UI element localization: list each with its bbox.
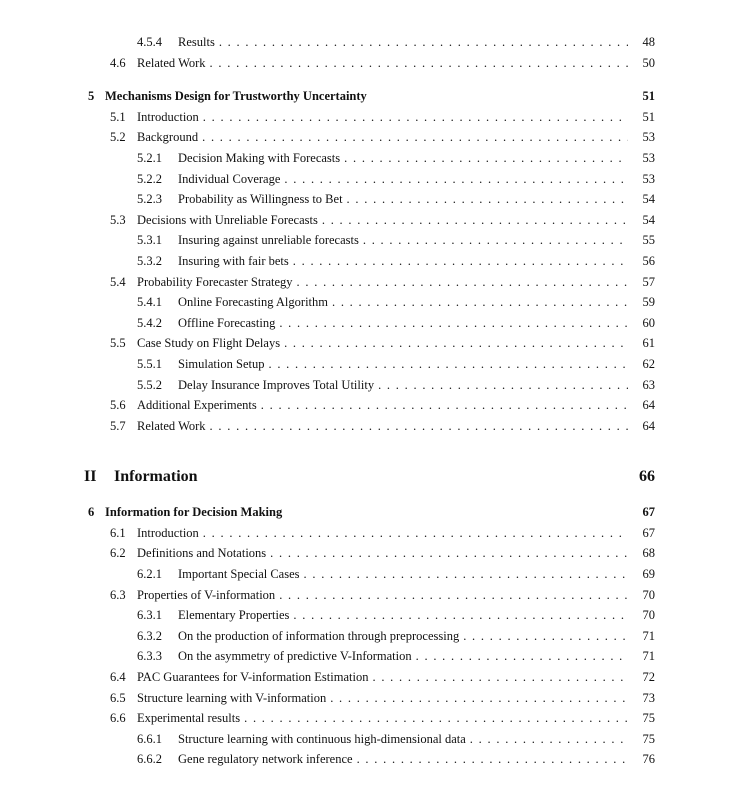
toc-entry[interactable]	[88, 626, 655, 647]
toc-entry-title: Structure learning with continuous high-dimensional data	[178, 731, 466, 746]
leader-dots	[210, 53, 628, 74]
toc-entry-page: 57	[642, 274, 655, 289]
toc-entry[interactable]	[88, 416, 655, 437]
toc-entry-page: 51	[642, 89, 655, 104]
toc-entry-number: 4.5.4	[137, 35, 162, 49]
toc-entry[interactable]	[88, 189, 655, 210]
toc-entry-number: 5.7	[110, 418, 126, 433]
toc-entry-number: 5.6	[110, 398, 126, 413]
toc-entry-title: Mechanisms Design for Trustworthy Uncertainty	[105, 89, 367, 104]
toc-entry-title: Results	[178, 35, 215, 49]
toc-entry-page: 53	[642, 150, 655, 165]
toc-entry[interactable]	[88, 333, 655, 354]
toc-entry-title: PAC Guarantees for V-information Estimation	[137, 670, 369, 685]
leader-dots	[332, 292, 628, 313]
toc-entry-title: Important Special Cases	[178, 567, 300, 582]
toc-entry-number: 6.2	[110, 546, 126, 561]
toc-entry[interactable]	[88, 354, 655, 375]
toc-entry[interactable]	[84, 465, 655, 489]
toc-entry-number: 6.6	[110, 711, 126, 726]
toc-entry-title: Background	[137, 130, 199, 145]
toc-entry-title: Case Study on Flight Delays	[137, 336, 281, 351]
leader-dots	[270, 543, 628, 564]
toc-entry-number: 5	[88, 89, 95, 104]
toc-entry-page: 59	[642, 295, 655, 310]
toc-entry[interactable]	[88, 523, 655, 544]
toc-entry-page: 63	[642, 377, 655, 392]
leader-dots	[279, 585, 628, 606]
toc-entry-page: 73	[642, 690, 655, 705]
toc-entry-number: 5.4.2	[137, 315, 162, 330]
toc-entry-page: 56	[642, 253, 655, 268]
toc-entry-title: Probability as Willingness to Bet	[178, 192, 343, 207]
toc-entry[interactable]	[88, 585, 655, 606]
toc-entry-number: 5.3.2	[137, 253, 162, 268]
toc-entry-title: Introduction	[137, 109, 199, 124]
toc-entry-title: Structure learning with V-information	[137, 690, 327, 705]
toc-entry-page: 69	[642, 567, 655, 582]
toc-entry[interactable]	[88, 169, 655, 190]
leader-dots	[293, 605, 628, 626]
toc-entry-number: 5.3.1	[137, 233, 162, 248]
toc-entry-number: 6.6.2	[137, 752, 162, 767]
toc-entry-number: 6.6.1	[137, 731, 162, 746]
leader-dots	[203, 523, 628, 544]
toc-entry-number: 6	[88, 505, 95, 520]
toc-entry-number: 6.2.1	[137, 567, 162, 582]
toc-entry[interactable]	[88, 688, 655, 709]
toc-entry[interactable]	[88, 210, 655, 231]
toc-entry-number: II	[84, 468, 97, 486]
toc-entry[interactable]	[88, 708, 655, 729]
leader-dots	[268, 354, 628, 375]
toc-entry-title: Experimental results	[137, 711, 241, 726]
toc-entry-page: 71	[642, 649, 655, 664]
toc-entry[interactable]	[88, 230, 655, 251]
toc-entry[interactable]	[88, 127, 655, 148]
toc-entry[interactable]	[88, 564, 655, 585]
leader-dots	[357, 749, 628, 770]
toc-entry-title: Decisions with Unreliable Forecasts	[137, 212, 318, 227]
toc-entry[interactable]	[88, 313, 655, 334]
leader-dots	[363, 230, 628, 251]
toc-entry-page: 68	[642, 546, 655, 561]
toc-entry-number: 5.2.2	[137, 171, 162, 186]
leader-dots	[203, 107, 628, 128]
toc-entry[interactable]	[88, 148, 655, 169]
toc-entry-page: 75	[642, 731, 655, 746]
toc-entry[interactable]	[88, 667, 655, 688]
toc-entry-page: 48	[642, 35, 655, 49]
toc-entry-title: On the asymmetry of predictive V-Information	[178, 649, 412, 664]
leader-dots	[284, 169, 628, 190]
toc-entry-title: Properties of V-information	[137, 587, 276, 602]
leader-dots	[372, 667, 628, 688]
toc-entry-page: 60	[642, 315, 655, 330]
leader-dots	[244, 708, 628, 729]
toc-entry-number: 5.5	[110, 336, 126, 351]
table-of-contents	[84, 32, 655, 770]
toc-entry-number: 5.4	[110, 274, 126, 289]
toc-entry-page: 61	[642, 336, 655, 351]
leader-dots	[347, 189, 628, 210]
toc-entry-title: Gene regulatory network inference	[178, 752, 353, 767]
toc-entry[interactable]	[88, 53, 655, 74]
leader-dots	[344, 148, 628, 169]
toc-entry-page: 64	[642, 418, 655, 433]
leader-dots	[293, 251, 628, 272]
toc-entry-page: 54	[642, 212, 655, 227]
toc-entry[interactable]	[88, 375, 655, 396]
toc-entry[interactable]	[88, 251, 655, 272]
toc-entry-page: 55	[642, 233, 655, 248]
toc-entry[interactable]	[88, 86, 655, 107]
toc-entry-number: 6.4	[110, 670, 126, 685]
leader-dots	[210, 416, 628, 437]
leader-dots	[261, 395, 628, 416]
toc-entry[interactable]	[88, 395, 655, 416]
toc-entry-page: 53	[642, 171, 655, 186]
toc-entry-page: 54	[642, 192, 655, 207]
leader-dots	[470, 729, 628, 750]
toc-entry-page: 72	[642, 670, 655, 685]
toc-entry-page: 64	[642, 398, 655, 413]
leader-dots	[279, 313, 628, 334]
toc-entry-page: 50	[642, 55, 655, 70]
toc-entry-title: Elementary Properties	[178, 608, 290, 623]
toc-entry[interactable]	[88, 646, 655, 667]
toc-entry-number: 5.3	[110, 212, 126, 227]
toc-entry[interactable]	[88, 272, 655, 293]
toc-entry-page: 70	[642, 587, 655, 602]
toc-entry-page: 66	[639, 468, 655, 486]
toc-entry-title: Online Forecasting Algorithm	[178, 295, 328, 310]
toc-entry-page: 71	[642, 628, 655, 643]
toc-entry-number: 6.3.2	[137, 628, 162, 643]
leader-dots	[297, 272, 628, 293]
leader-dots	[284, 333, 628, 354]
toc-entry-title: Individual Coverage	[178, 171, 281, 186]
toc-entry-page: 75	[642, 711, 655, 726]
leader-dots	[322, 210, 628, 231]
toc-entry-page: 70	[642, 608, 655, 623]
toc-entry-page: 76	[642, 752, 655, 767]
toc-entry-number: 6.3	[110, 587, 126, 602]
toc-entry-number: 6.3.1	[137, 608, 162, 623]
toc-entry-title: Related Work	[137, 418, 206, 433]
leader-dots	[202, 127, 628, 148]
toc-entry-title: Information for Decision Making	[105, 505, 283, 520]
toc-entry-number: 5.5.2	[137, 377, 162, 392]
toc-entry[interactable]	[88, 729, 655, 750]
toc-entry-page: 67	[642, 505, 655, 520]
toc-entry-title: Insuring against unreliable forecasts	[178, 233, 359, 248]
toc-entry-title: Related Work	[137, 55, 206, 70]
toc-entry-number: 6.5	[110, 690, 126, 705]
toc-entry-page: 67	[642, 525, 655, 540]
leader-dots	[304, 564, 629, 585]
leader-dots	[378, 375, 628, 396]
toc-entry-title: Introduction	[137, 525, 199, 540]
leader-dots	[463, 626, 628, 647]
toc-entry-title: Simulation Setup	[178, 356, 265, 371]
leader-dots	[219, 32, 628, 53]
toc-entry-page: 51	[642, 109, 655, 124]
toc-entry[interactable]	[88, 605, 655, 626]
toc-entry[interactable]	[88, 292, 655, 313]
toc-entry-title: Additional Experiments	[137, 398, 257, 413]
toc-entry-number: 5.5.1	[137, 356, 162, 371]
toc-entry-number: 6.1	[110, 525, 126, 540]
toc-entry-number: 5.4.1	[137, 295, 162, 310]
toc-entry-title: Offline Forecasting	[178, 315, 276, 330]
toc-entry[interactable]	[88, 107, 655, 128]
leader-dots	[330, 688, 628, 709]
toc-entry[interactable]	[88, 502, 655, 523]
toc-entry[interactable]	[88, 749, 655, 770]
toc-entry-title: On the production of information through preprocessing	[178, 628, 460, 643]
toc-entry-number: 4.6	[110, 55, 126, 70]
toc-entry-number: 5.2.3	[137, 192, 162, 207]
toc-entry-number: 5.2	[110, 130, 126, 145]
toc-entry-number: 6.3.3	[137, 649, 162, 664]
toc-entry-title: Decision Making with Forecasts	[178, 150, 341, 165]
toc-entry-page: 62	[642, 356, 655, 371]
toc-entry-title: Definitions and Notations	[137, 546, 267, 561]
toc-entry[interactable]	[88, 32, 655, 53]
toc-entry-title: Probability Forecaster Strategy	[137, 274, 293, 289]
toc-entry-page: 53	[642, 130, 655, 145]
toc-entry-title: Insuring with fair bets	[178, 253, 289, 268]
toc-entry-title: Information	[114, 468, 198, 486]
leader-dots	[416, 646, 628, 667]
toc-entry-title: Delay Insurance Improves Total Utility	[178, 377, 375, 392]
toc-entry-number: 5.1	[110, 109, 126, 124]
toc-entry[interactable]	[88, 543, 655, 564]
toc-entry-number: 5.2.1	[137, 150, 162, 165]
